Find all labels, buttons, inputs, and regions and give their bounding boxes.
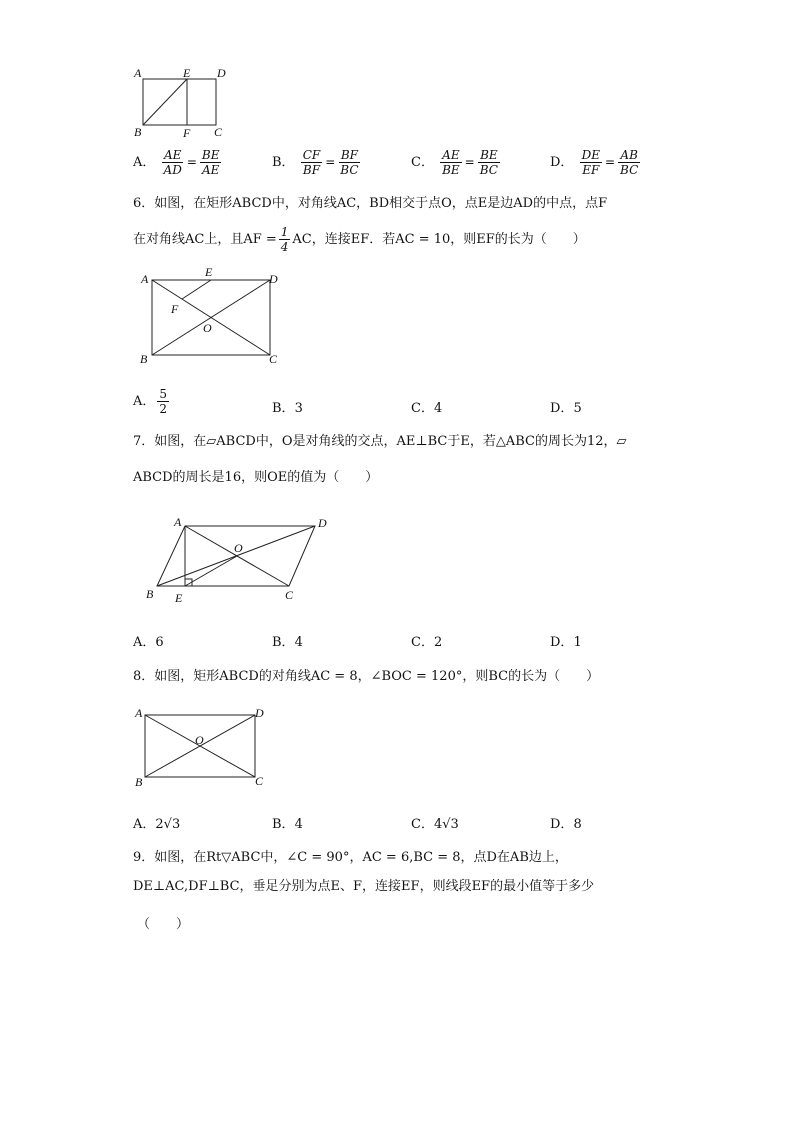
q7-stem-line1: 7．如图，在▱ABCD中，O是对角线的交点，AE⊥BC于E，若△ABC的周长为12，▱ xyxy=(133,434,627,449)
q9-stem-line3: （ ） xyxy=(137,917,190,932)
q7-label-b: B xyxy=(146,587,154,601)
q8-label-b: B xyxy=(135,775,143,789)
q7-label-c: C xyxy=(285,588,294,602)
q6-figure xyxy=(135,264,295,368)
q6-label-f: F xyxy=(171,302,179,316)
q8-label-a: A xyxy=(135,706,143,720)
q6-option-c[interactable]: C．4 xyxy=(411,401,443,416)
q6-label-d: D xyxy=(269,272,278,286)
q8-label-d: D xyxy=(255,706,264,720)
q6-label-o: O xyxy=(203,321,212,335)
q6-label-c: C xyxy=(269,352,278,366)
q5-option-a[interactable]: A． $\frac{AE}{AD}$ = $\frac{BE}{AE}$ xyxy=(133,148,220,177)
q9-stem-line1: 9．如图，在Rt▽ABC中，∠C = 90°，AC = 6,BC = 8，点D在AB边上， xyxy=(133,850,568,865)
q6-label-b: B xyxy=(140,352,148,366)
q6-option-d[interactable]: D．5 xyxy=(550,401,582,416)
q7-option-d[interactable]: D．1 xyxy=(550,635,582,650)
q7-label-o: O xyxy=(234,541,243,555)
q5-option-b[interactable]: B． $\frac{CF}{BF}$ = $\frac{BF}{BC}$ xyxy=(272,148,359,177)
q7-option-a[interactable]: A．6 xyxy=(133,635,164,650)
q7-label-a: A xyxy=(174,515,182,529)
q6-label-a: A xyxy=(141,272,149,286)
q5-segment-be xyxy=(143,79,187,125)
q8-option-b[interactable]: B．4 xyxy=(272,817,303,832)
q5-label-c: C xyxy=(214,125,223,139)
q5-label-e: E xyxy=(183,66,191,80)
q6-option-a[interactable]: A． $\frac{5}{2}$ xyxy=(133,387,168,416)
q8-stem-line1: 8．如图，矩形ABCD的对角线AC = 8，∠BOC = 120°，则BC的长为（ ） xyxy=(133,669,600,684)
q5-rectangle xyxy=(143,79,216,125)
q7-figure xyxy=(142,512,342,608)
q5-label-b: B xyxy=(134,125,142,139)
q8-option-c[interactable]: C．4√3 xyxy=(411,817,459,832)
q7-stem-line2: ABCD的周长是16，则OE的值为（ ） xyxy=(133,470,379,485)
q6-option-b[interactable]: B．3 xyxy=(272,401,303,416)
q8-option-a[interactable]: A．2√3 xyxy=(133,817,181,832)
q5-label-d: D xyxy=(217,66,226,80)
q8-figure xyxy=(133,704,273,790)
q7-option-b[interactable]: B．4 xyxy=(272,635,303,650)
q6-stem-line1: 6．如图，在矩形ABCD中，对角线AC，BD相交于点O，点E是边AD的中点，点F xyxy=(133,196,608,211)
q8-label-o: O xyxy=(195,733,204,747)
q9-stem-line2: DE⊥AC,DF⊥BC，垂足分别为点E、F，连接EF，则线段EF的最小值等于多少 xyxy=(133,879,595,894)
q8-option-d[interactable]: D．8 xyxy=(550,817,582,832)
q8-label-c: C xyxy=(255,774,264,788)
q5-label-a: A xyxy=(134,66,142,80)
q7-label-d: D xyxy=(318,516,327,530)
q7-label-e: E xyxy=(175,591,183,605)
q5-option-d[interactable]: D． $\frac{DE}{EF}$ = $\frac{AB}{BC}$ xyxy=(550,148,639,177)
q5-option-c[interactable]: C． $\frac{AE}{BE}$ = $\frac{BE}{BC}$ xyxy=(411,148,498,177)
q6-segment-ef xyxy=(182,280,211,299)
q5-label-f: F xyxy=(183,126,191,140)
q7-segment-oe xyxy=(185,556,237,586)
q6-stem-line2: 在对角线AC上，且AF = $\frac{1}{4}$ AC，连接EF．若AC = 10，则EF的长为（ ） xyxy=(133,225,586,254)
q6-label-e: E xyxy=(205,265,213,279)
q7-option-c[interactable]: C．2 xyxy=(411,635,443,650)
q5-figure xyxy=(130,64,230,140)
